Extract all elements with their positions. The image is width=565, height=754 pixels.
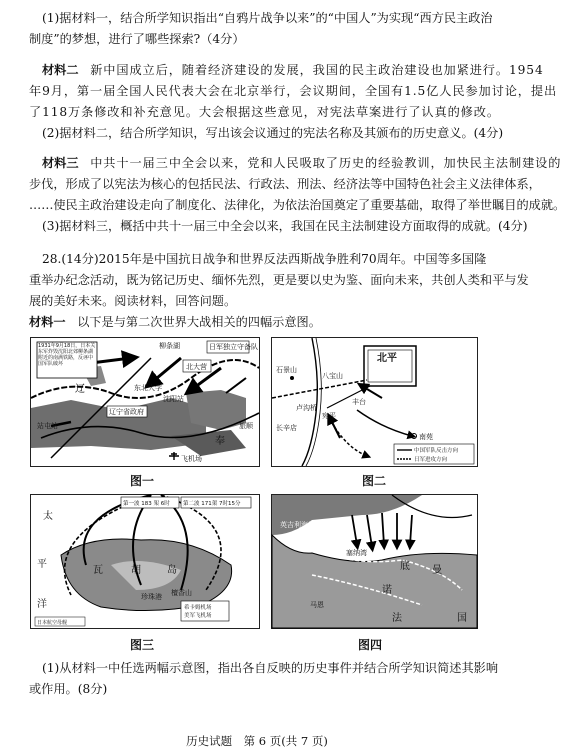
fig2-label-beiping: 北平 <box>377 353 397 364</box>
material2-text: 新中国成立后，随着经济建设的发展，我国的民主政治建设也加紧进行。1954 <box>90 63 544 77</box>
figure1-note: 1931年9月18日，日本关东军炸毁沈阳北郊柳条湖附近的南满铁路，反诬中国军队破坏 <box>38 343 96 367</box>
fig4-label-man: 曼 <box>432 565 442 576</box>
material1-text: 以下是与第二次世界大战相关的四幅示意图。 <box>77 315 321 329</box>
material2-heading: 材料二 <box>42 63 79 77</box>
fig1-label-airfield: 飞机场 <box>181 455 202 463</box>
figure2-map <box>271 337 478 467</box>
fig3-label-pearl-harbor: 珍珠港 <box>141 593 162 601</box>
q28-intro-line1: 28.(14分)2015年是中国抗日战争和世界反法西斯战争胜利70周年。中国等多国隆 <box>42 252 487 266</box>
material3-line1 <box>42 155 561 171</box>
fig1-label-beidaying: 北大营 <box>186 363 207 371</box>
material3-heading: 材料三 <box>42 156 79 170</box>
figure2-caption: 图二 <box>362 474 387 488</box>
material2-line2: 年9月，第一届全国人民代表大会在北京举行，会议期间，全国有1.5亿人民参加讨论，提出 <box>29 84 558 98</box>
material3-text: 中共十一届三中全会以来，党和人民吸取了历史的经验教训，加快民主法制建设的 <box>90 156 562 170</box>
fig1-label-zhantun: 站屯站 <box>37 422 58 430</box>
fig4-label-guo: 国 <box>457 613 467 624</box>
q1-question-line2: 制度”的梦想，进行了哪些探索?（4分） <box>29 32 245 46</box>
fig1-label-liao: 辽 <box>75 384 85 395</box>
fig1-label-shenyang-station: 沈阳站 <box>163 395 184 403</box>
figure1-map <box>30 337 260 467</box>
fig1-label-feng: 奉 <box>215 436 225 447</box>
fig4-label-channel: 英吉利海峡 <box>280 521 315 529</box>
fig3-label-tai: 太 <box>43 511 53 522</box>
figure4-caption: 图四 <box>358 638 383 652</box>
figure3-caption: 图三 <box>130 638 155 652</box>
fig3-label-us-airfield: 美军飞机场 <box>184 613 212 619</box>
fig3-label-wave1: 第一波 183 架 6时 <box>123 501 170 507</box>
fig2-label-babaoshan: 八宝山 <box>322 372 343 380</box>
fig1-label-dongbei-univ: 东北大学 <box>134 384 162 392</box>
fig3-label-hickam: 希卡姆机场 <box>184 605 212 611</box>
figure4-map <box>271 494 478 629</box>
fig2-label-changxindian: 长辛店 <box>276 424 297 432</box>
fig3-label-honolulu: 檀香山 <box>171 589 192 597</box>
figure1-caption: 图一 <box>130 474 155 488</box>
material3-line3: ……使民主政治建设走向了制度化、法律化，为依法治国奠定了重要基础，取得了举世瞩目的成就。 <box>29 198 565 212</box>
fig1-label-provincial-gov: 辽宁省政府 <box>109 408 144 416</box>
fig1-label-liutiaohu: 柳条湖 <box>159 342 180 350</box>
fig2-legend-jp: 日军进攻方向 <box>414 457 448 463</box>
q28-1-line2: 或作用。(8分) <box>29 682 108 696</box>
fig3-label-ping: 平 <box>37 559 47 570</box>
fig3-label-hu: 胡 <box>131 565 141 576</box>
fig3-label-dao: 岛 <box>167 565 177 576</box>
material3-line2: 步伐，形成了以宪法为核心的包括民法、行政法、刑法、经济法等中国特色社会主义法律体系， <box>29 177 541 191</box>
fig4-label-seine-bay: 塞纳湾 <box>346 549 367 557</box>
fig3-label-wa: 瓦 <box>93 565 103 576</box>
figure3-map <box>30 494 260 629</box>
fig2-label-fengtai: 丰台 <box>352 398 366 406</box>
fig4-label-maen: 马恩 <box>310 601 324 609</box>
q1-question-line1: (1)据材料一，结合所学知识指出“自鸦片战争以来”的“中国人”为实现“西方民主政治 <box>42 11 493 25</box>
page-footer: 历史试题 第 6 页(共 7 页) <box>186 734 328 748</box>
airplane-icon <box>169 452 179 460</box>
material2-line1 <box>42 62 544 78</box>
fig4-label-di: 底 <box>400 561 410 572</box>
fig3-label-yang: 洋 <box>37 599 47 610</box>
q28-1-line1: (1)从材料一中任选两幅示意图，指出各自反映的历史事件并结合所学知识简述其影响 <box>42 661 499 675</box>
fig3-label-wave2: 第二波 171架 7时15分 <box>183 501 241 507</box>
fig2-label-wanping: 宛平 <box>322 412 336 420</box>
fig4-label-fa: 法 <box>392 613 402 624</box>
fig1-label-garrison: 日军独立守备队 <box>209 343 258 351</box>
material1-heading: 材料一 <box>29 315 66 329</box>
q3-question: (3)据材料三，概括中共十一届三中全会以来，我国在民主法制建设方面取得的成就。(4分) <box>42 219 528 233</box>
material1-line <box>29 314 321 330</box>
fig2-label-shijingshan: 石景山 <box>276 366 297 374</box>
fig2-legend-cn: 中国军队反击方向 <box>414 448 459 454</box>
fig2-label-nanyuan: 南苑 <box>419 433 433 441</box>
q2-question: (2)据材料二，结合所学知识，写出该会议通过的宪法名称及其颁布的历史意义。(4分) <box>42 126 504 140</box>
q28-intro-line2: 重举办纪念活动，既为铭记历史、缅怀先烈，更是要以史为鉴、面向未来，共创人类和平与发 <box>29 273 529 287</box>
fig2-label-lugouqiao: 卢沟桥 <box>296 404 317 412</box>
fig4-label-nuo: 诺 <box>382 585 392 596</box>
fig3-label-carrier: 日本航空母舰 <box>37 620 68 626</box>
fig1-label-lvshun: 旅顺 <box>239 422 253 430</box>
material2-line3: 了118万条修改和补充意见。大会根据这些意见，对宪法草案进行了认真的修改。 <box>29 105 500 119</box>
q28-intro-line3: 展的美好未来。阅读材料，回答问题。 <box>29 294 237 308</box>
